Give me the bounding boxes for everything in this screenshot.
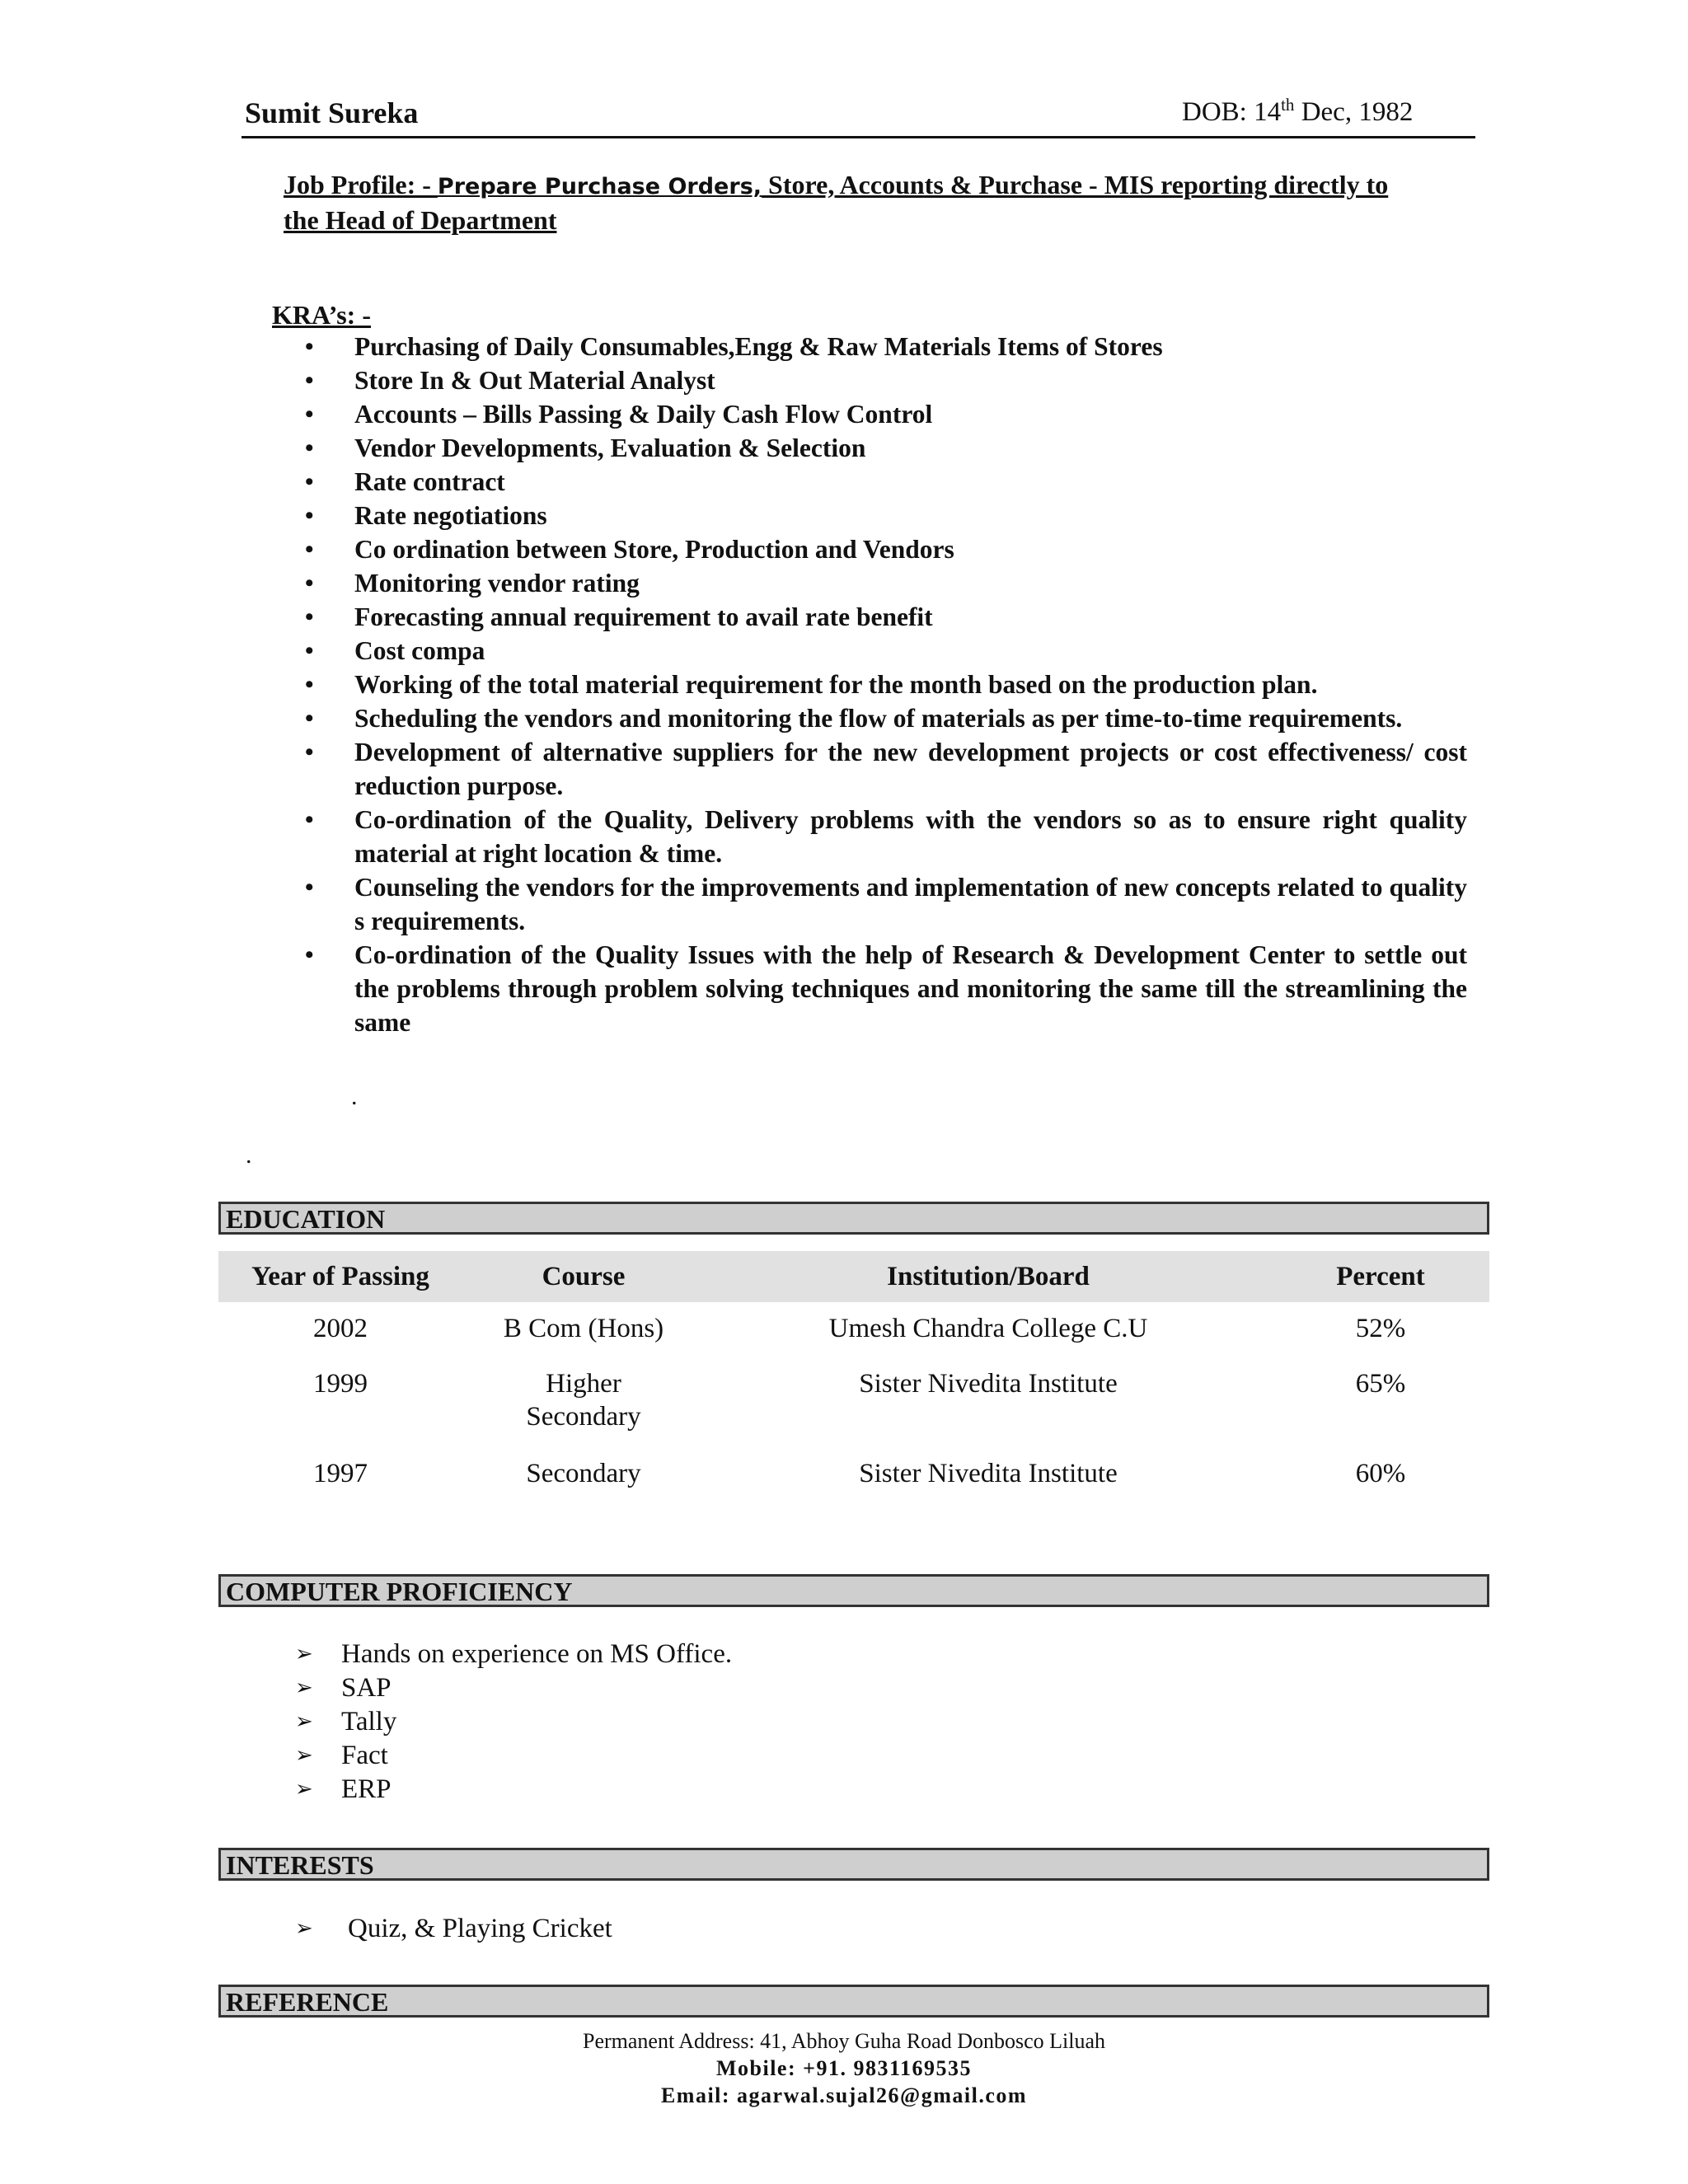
section-header-education xyxy=(218,1202,1489,1235)
table-cell: 65% xyxy=(1355,1369,1406,1399)
table-cell: 1999 xyxy=(313,1369,368,1399)
section-title: COMPUTER PROFICIENCY xyxy=(226,1577,573,1606)
list-item xyxy=(297,803,1467,870)
list-item-text: Monitoring vendor rating xyxy=(354,569,640,598)
list-item-text: Tally xyxy=(341,1707,397,1736)
table-cell: 2002 xyxy=(313,1314,368,1343)
arrow-bullet-icon: ➢ xyxy=(295,1777,313,1802)
list-item xyxy=(295,1705,732,1739)
list-item xyxy=(297,870,1467,938)
permanent-address: Permanent Address: 41, Abhoy Guha Road Donbosco Liluah xyxy=(582,2029,1106,2053)
section-header-reference xyxy=(218,1985,1489,2018)
list-item-text: Rate negotiations xyxy=(354,501,547,530)
job-profile-line1: Store, Accounts & Purchase - MIS reporting directly to xyxy=(762,170,1389,199)
table-row xyxy=(218,1433,1489,1490)
stray-dot: . xyxy=(351,1083,358,1110)
table-cell: Sister Nivedita Institute xyxy=(859,1369,1118,1399)
list-item-text: Store In & Out Material Analyst xyxy=(354,366,715,395)
stray-dot: . xyxy=(246,1141,252,1169)
bullet-icon: • xyxy=(305,738,314,766)
bullet-icon: • xyxy=(305,705,314,732)
date-of-birth xyxy=(1182,97,1413,128)
column-header: Institution/Board xyxy=(887,1261,1090,1291)
mobile-number: Mobile: +91. 9831169535 xyxy=(715,2056,973,2080)
list-item xyxy=(297,634,1467,668)
list-item xyxy=(295,1912,612,1946)
list-item xyxy=(297,499,1467,532)
bullet-icon: • xyxy=(305,468,314,495)
job-profile-highlight: Prepare Purchase Orders, xyxy=(437,174,762,199)
list-item xyxy=(297,938,1467,1039)
bullet-icon: • xyxy=(305,536,314,563)
bullet-icon: • xyxy=(305,806,314,833)
email-address: Email: agarwal.sujal26@gmail.com xyxy=(660,2083,1028,2107)
list-item-text: Scheduling the vendors and monitoring the flow of materials as per time-to-time requirements. xyxy=(354,704,1403,733)
list-item xyxy=(297,363,1467,397)
list-item xyxy=(297,532,1467,566)
list-item-text: Fact xyxy=(341,1741,388,1770)
job-profile-line2: the Head of Department xyxy=(284,205,557,235)
table-cell: Higher Secondary xyxy=(526,1369,641,1432)
bullet-icon: • xyxy=(305,603,314,630)
job-profile xyxy=(284,168,1467,237)
list-item-text: Working of the total material requirement for the month based on the production plan. xyxy=(354,670,1318,699)
table-cell: 60% xyxy=(1355,1459,1406,1488)
interests-list xyxy=(295,1912,612,1946)
section-header-interests xyxy=(218,1848,1489,1881)
list-item xyxy=(297,566,1467,600)
header-divider xyxy=(241,136,1475,138)
job-profile-label: Job Profile: - xyxy=(284,170,438,199)
arrow-bullet-icon: ➢ xyxy=(295,1675,313,1700)
section-title: REFERENCE xyxy=(226,1987,389,2017)
table-cell: 1997 xyxy=(313,1459,368,1488)
dob-prefix: DOB: 14 xyxy=(1182,97,1282,127)
list-item xyxy=(297,701,1467,735)
kra-title: KRA’s: - xyxy=(272,300,371,330)
bullet-icon: • xyxy=(305,874,314,901)
list-item-text: Vendor Developments, Evaluation & Selection xyxy=(354,434,866,462)
bullet-icon: • xyxy=(305,941,314,968)
list-item xyxy=(297,431,1467,465)
dob-ordinal: th xyxy=(1281,95,1295,115)
list-item-text: SAP xyxy=(341,1673,392,1703)
list-item-text: Purchasing of Daily Consumables,Engg & Raw Materials Items of Stores xyxy=(354,332,1163,361)
table-cell: Sister Nivedita Institute xyxy=(859,1459,1118,1488)
list-item xyxy=(295,1671,732,1705)
list-item-text: Co-ordination of the Quality Issues with the help of Research & Development Center to settle out the problems through problem solving techniques and monitoring the same till the streamlining the same xyxy=(354,940,1467,1037)
bullet-icon: • xyxy=(305,434,314,462)
bullet-icon: • xyxy=(305,367,314,394)
table-cell: Secondary xyxy=(526,1459,641,1488)
section-title: EDUCATION xyxy=(226,1204,386,1234)
list-item xyxy=(297,735,1467,803)
table-header-row xyxy=(218,1251,1489,1302)
table-cell: Umesh Chandra College C.U xyxy=(828,1314,1148,1343)
table-row xyxy=(218,1302,1489,1345)
bullet-icon: • xyxy=(305,401,314,428)
list-item xyxy=(295,1739,732,1773)
education-table xyxy=(218,1251,1489,1490)
table-row xyxy=(218,1345,1489,1433)
list-item-text: Forecasting annual requirement to avail rate benefit xyxy=(354,602,933,631)
list-item-text: Hands on experience on MS Office. xyxy=(341,1639,733,1669)
list-item xyxy=(295,1638,732,1671)
list-item xyxy=(297,465,1467,499)
arrow-bullet-icon: ➢ xyxy=(295,1709,313,1734)
table-cell: B Com (Hons) xyxy=(503,1314,664,1343)
arrow-bullet-icon: ➢ xyxy=(295,1916,313,1941)
list-item xyxy=(297,330,1467,363)
arrow-bullet-icon: ➢ xyxy=(295,1642,313,1666)
list-item-text: Quiz, & Playing Cricket xyxy=(348,1914,612,1943)
column-header: Course xyxy=(542,1261,626,1291)
dob-rest: Dec, 1982 xyxy=(1294,97,1414,127)
list-item-text: ERP xyxy=(341,1774,392,1804)
bullet-icon: • xyxy=(305,569,314,597)
arrow-bullet-icon: ➢ xyxy=(295,1743,313,1768)
candidate-name: Sumit Sureka xyxy=(245,96,419,129)
section-title: INTERESTS xyxy=(226,1850,374,1880)
list-item-text: Accounts – Bills Passing & Daily Cash Flow Control xyxy=(354,400,933,429)
list-item-text: Cost compa xyxy=(354,636,485,665)
list-item-text: Co-ordination of the Quality, Delivery problems with the vendors so as to ensure right quality material at right location & time. xyxy=(354,805,1467,868)
list-item xyxy=(297,397,1467,431)
list-item xyxy=(297,600,1467,634)
list-item xyxy=(295,1773,732,1807)
kra-list xyxy=(297,330,1467,1039)
section-header-computer-proficiency xyxy=(218,1574,1489,1607)
list-item-text: Counseling the vendors for the improvements and implementation of new concepts related to quality s requirements. xyxy=(354,873,1467,935)
bullet-icon: • xyxy=(305,637,314,664)
list-item-text: Co ordination between Store, Production and Vendors xyxy=(354,535,954,564)
bullet-icon: • xyxy=(305,333,314,360)
list-item-text: Rate contract xyxy=(354,467,505,496)
bullet-icon: • xyxy=(305,671,314,698)
table-cell: 52% xyxy=(1355,1314,1406,1343)
list-item-text: Development of alternative suppliers for the new development projects or cost effectiveness/ cost reduction purpose. xyxy=(354,738,1467,800)
bullet-icon: • xyxy=(305,502,314,529)
column-header: Percent xyxy=(1336,1261,1425,1291)
column-header: Year of Passing xyxy=(251,1261,429,1291)
list-item xyxy=(297,668,1467,701)
computer-skills-list xyxy=(295,1638,732,1807)
